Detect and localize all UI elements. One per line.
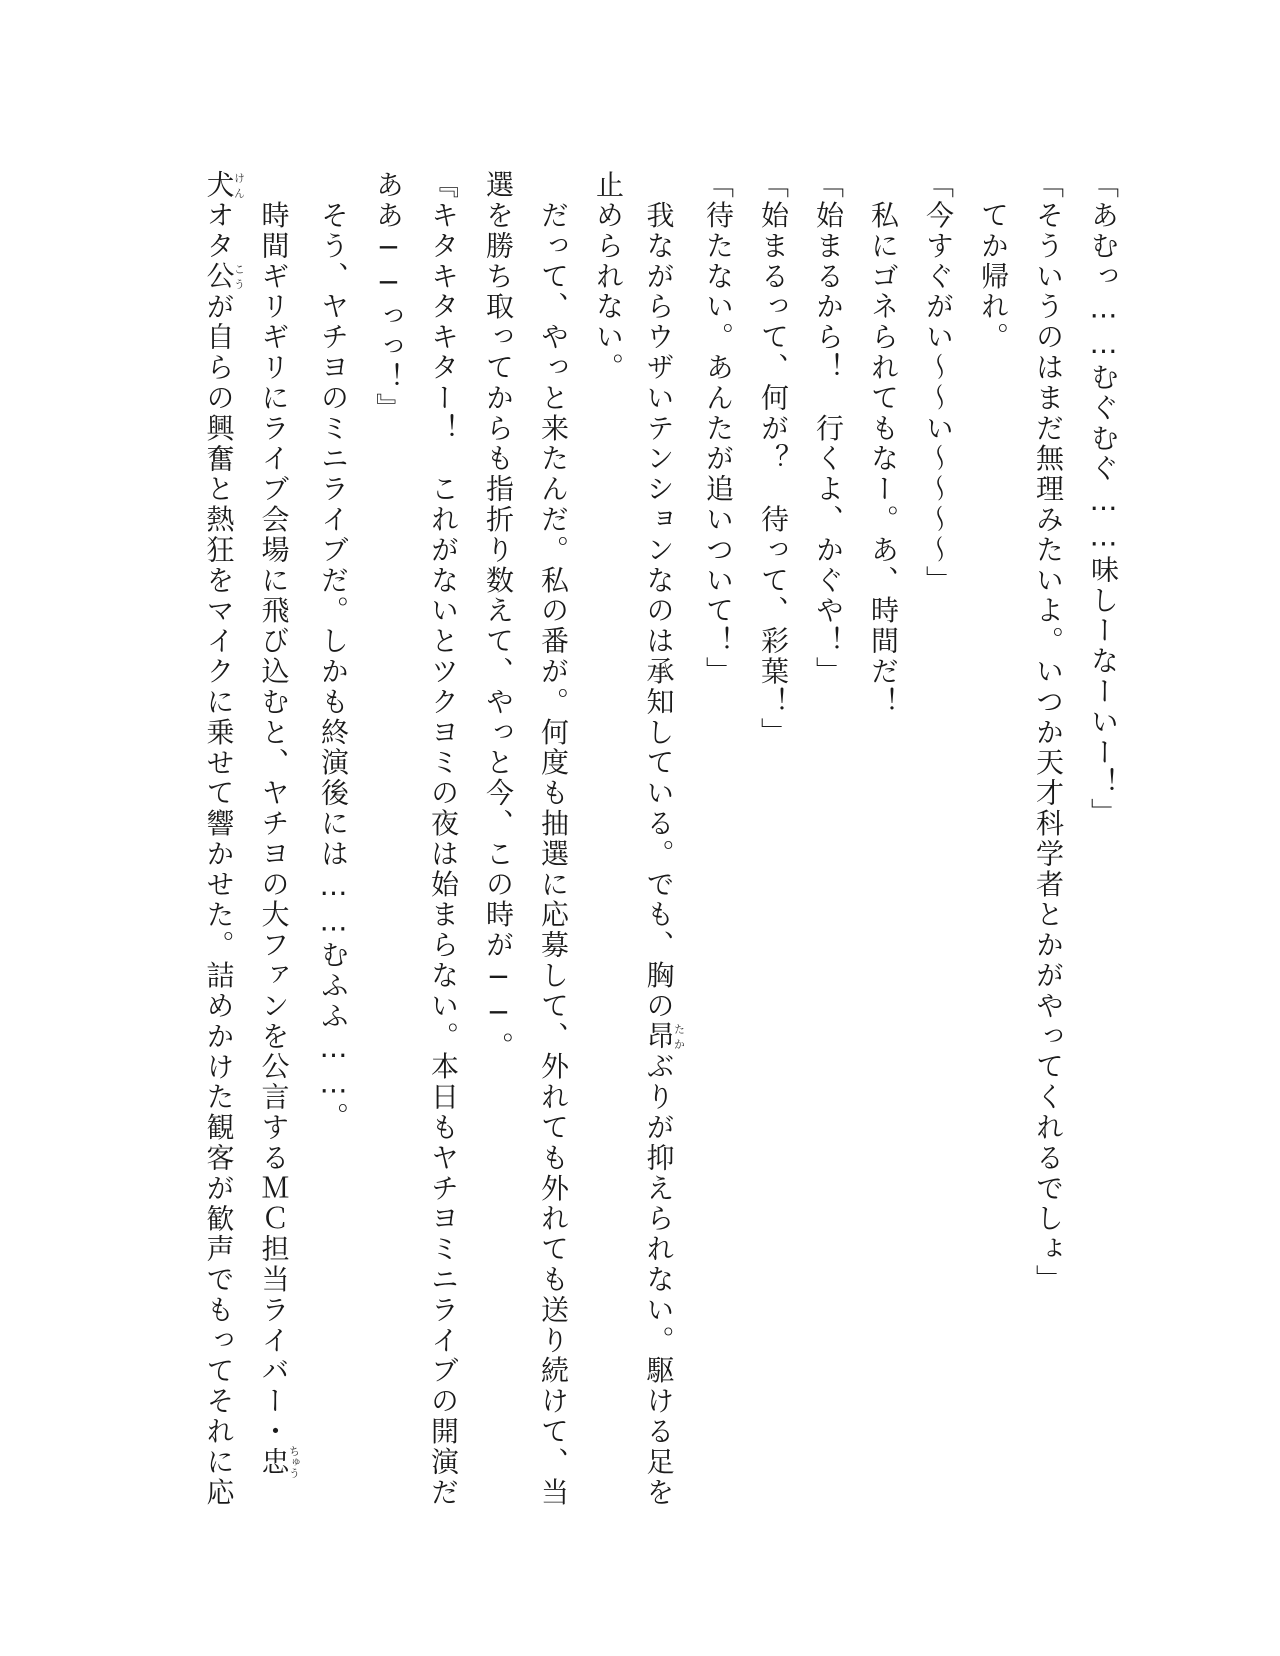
ruby-word [257,1445,301,1479]
text-segment: が自らの興奮と熱狂をマイクに乗せて響かせた。詰めかけた観客が歓声でもってそれに応 [202,291,236,1508]
text-segment: 「あむっ……むぐむぐ……味しーなーいー！」 [1087,170,1120,829]
text-column [751,170,795,1570]
text-segment: 「始まるから！ 行くよ、かぐや！」 [812,170,845,687]
ruby-reading: たか [672,1021,686,1052]
text-column [806,170,850,1570]
ruby-base: 忠 [257,1445,291,1479]
text-segment: 時間ギリギリにライブ会場に飛び込むと、ヤチヨの大ファンを公言するＭＣ担当ライバー・ [257,170,291,1447]
text-column [861,170,905,1570]
text-column [366,170,410,1570]
text-segment: てか帰れ。 [977,170,1010,353]
text-segment: 我ながらウザいテンションなのは承知している。でも、胸の [642,170,676,1022]
text-column [311,170,355,1570]
text-column [476,170,520,1570]
text-segment: 「そういうのはまだ無理みたいよ。いつか天才科学者とかがやってくれるでしょ」 [1032,170,1065,1295]
text-segment: 私にゴネられてもなー。あ、時間だ！ [867,170,900,718]
ruby-base: 犬 [202,170,236,201]
text-segment: 「待たない。あんたが追いついて！」 [702,170,735,687]
ruby-word [202,170,246,201]
ruby-reading: けん [232,170,246,201]
text-segment: 選を勝ち取ってからも指折り数えて、やっと今、この時が──。 [482,170,515,1062]
text-column [1081,170,1125,1570]
text-column [916,170,960,1570]
text-segment: だって、やっと来たんだ。私の番が。何度も抽選に応募して、外れても外れても送り続けて、当 [537,170,570,1508]
text-column [1026,170,1070,1570]
ruby-word [642,1021,686,1052]
text-segment: オタ [202,200,236,262]
text-segment: 「始まるって、何が？ 待って、彩葉！」 [757,170,790,748]
text-column [256,170,300,1570]
ruby-reading: ちゅう [287,1445,301,1479]
text-column [641,170,685,1570]
text-segment: ぶりが抑えられない。駆ける足を [642,1051,676,1508]
text-segment: 「今すぐがい〜〜い〜〜〜〜」 [922,170,955,596]
text-column [586,170,630,1570]
ruby-base: 公 [202,261,236,292]
ruby-word [202,261,246,292]
text-segment: そう、ヤチヨのミニライブだ。しかも終演後には……むふふ……。 [317,170,350,1133]
text-column [421,170,465,1570]
text-segment: 『キタキタキター！ これがないとツクヨミの夜は始まらない。本日もヤチヨミニライブの開演だ [427,170,460,1508]
text-segment: ああ──っっ！』 [372,170,405,424]
ruby-base: 昂 [642,1021,676,1052]
text-column [696,170,740,1570]
ruby-reading: こう [232,261,246,292]
text-segment: 止められない。 [592,170,625,383]
text-column [201,170,245,1570]
text-column [531,170,575,1570]
text-column [971,170,1015,1570]
